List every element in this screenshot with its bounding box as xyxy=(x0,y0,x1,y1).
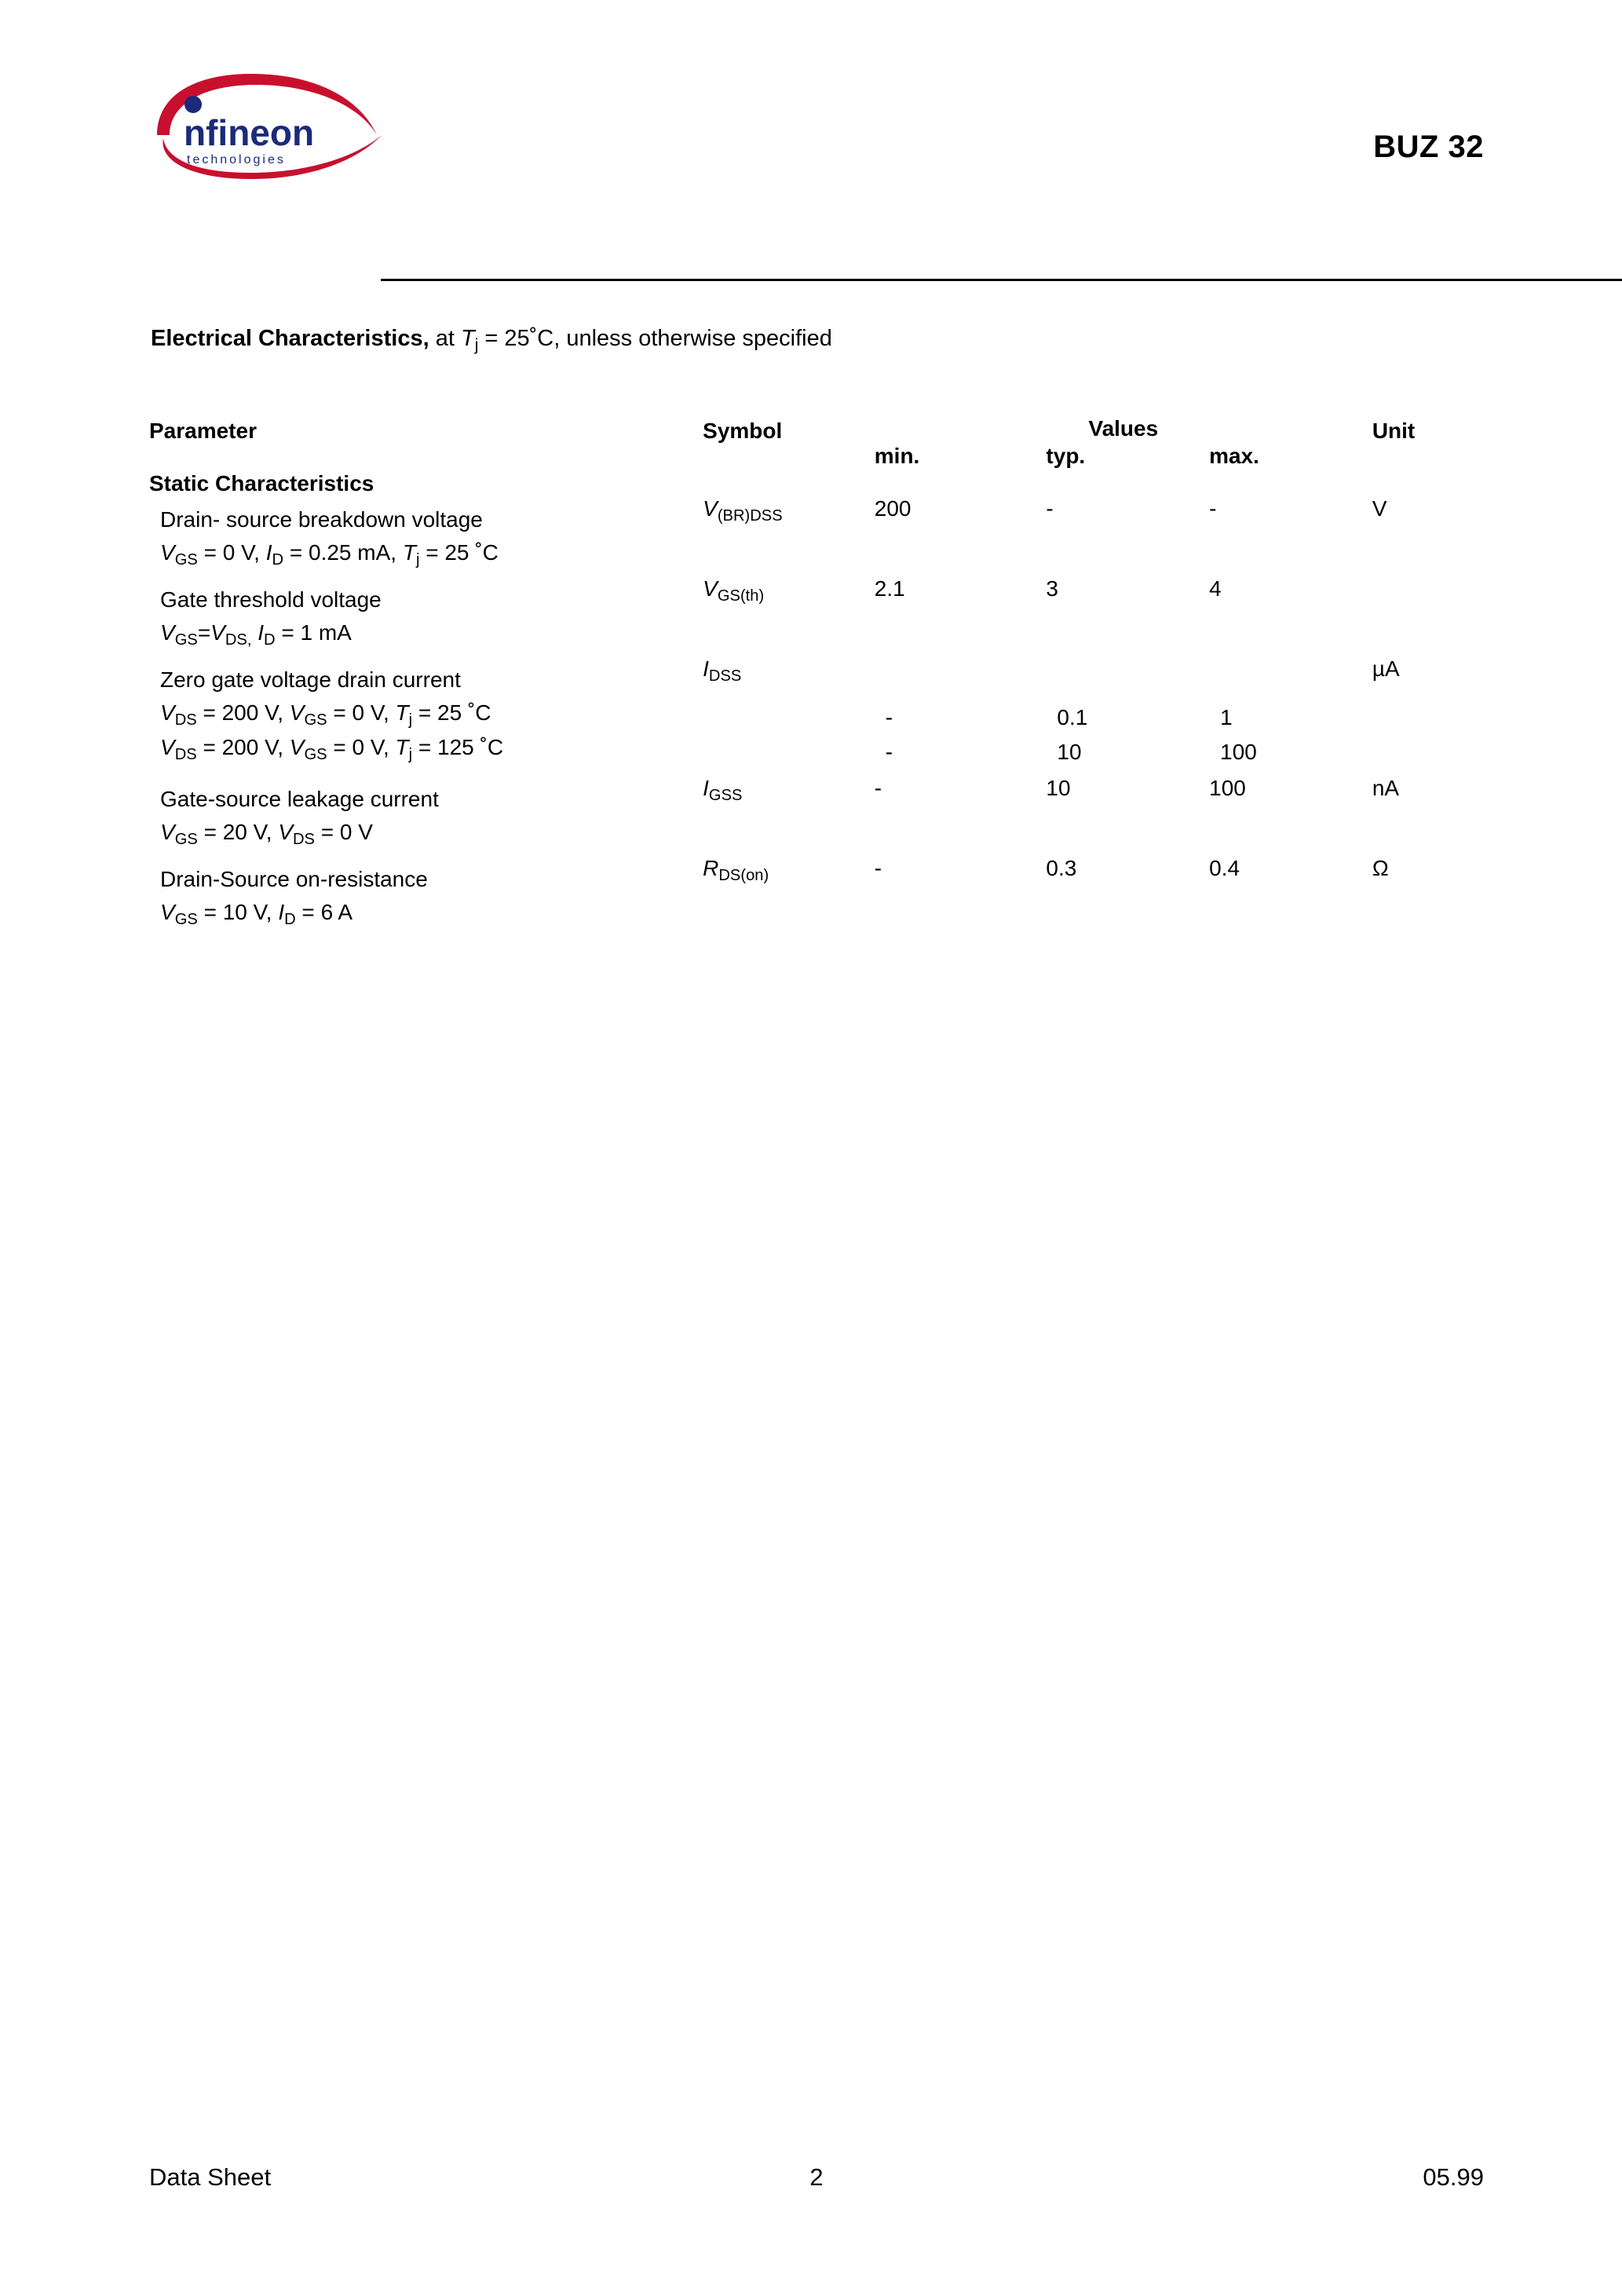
row-symbol xyxy=(703,576,875,656)
cond-var: I xyxy=(278,899,285,924)
row-max: - xyxy=(1209,495,1217,521)
row-typ-a: 0.1 xyxy=(1057,704,1088,729)
cond-var: V xyxy=(160,700,175,725)
cond-sub: D xyxy=(264,631,276,649)
row-typ: 10 xyxy=(1046,775,1071,800)
svg-text:nfineon: nfineon xyxy=(184,112,315,153)
header-symbol: Symbol xyxy=(703,419,783,443)
cond-text: = 0 V xyxy=(315,819,373,844)
row-unit: V xyxy=(1372,495,1387,521)
table-row xyxy=(149,856,1484,936)
symbol-main: V xyxy=(703,576,718,601)
cond-text: = 1 mA xyxy=(275,620,352,645)
row-unit: nA xyxy=(1372,775,1400,800)
header-divider xyxy=(381,279,1622,281)
cond-text: = 10 V, xyxy=(197,899,279,924)
row-parameter-name: Zero gate voltage drain current xyxy=(160,667,461,692)
cond-text: = 125 ˚C xyxy=(412,734,504,759)
row-typ: 0.3 xyxy=(1046,855,1077,880)
cond-var: V xyxy=(210,620,225,645)
row-typ: 3 xyxy=(1046,576,1058,601)
row-parameter-cell xyxy=(149,656,703,776)
cond-sub: j xyxy=(408,745,413,763)
svg-text:technologies: technologies xyxy=(187,153,286,166)
row-max: 4 xyxy=(1209,576,1222,601)
symbol-sub: GS(th) xyxy=(717,587,765,605)
cond-text: = xyxy=(197,620,211,645)
cond-sub: DS xyxy=(174,745,197,763)
row-symbol xyxy=(703,656,875,776)
symbol-main: I xyxy=(703,656,709,681)
cond-sub: GS xyxy=(174,910,198,928)
cond-text: = 0.25 mA, xyxy=(283,539,403,565)
cond-sub: DS xyxy=(293,830,316,848)
cond-sub: DS, xyxy=(225,631,252,649)
header-values: Values xyxy=(1088,416,1159,441)
header-unit: Unit xyxy=(1372,419,1416,443)
cond-text: = 6 A xyxy=(295,899,353,924)
cond-var: V xyxy=(160,819,175,844)
cond-text: = 0 V, xyxy=(197,539,266,565)
cond-var: I xyxy=(265,539,272,565)
row-min: 2.1 xyxy=(874,576,905,601)
cond-text: = 25 ˚C xyxy=(412,700,491,725)
header-typ: typ. xyxy=(1046,444,1086,468)
row-parameter-condition xyxy=(149,537,703,576)
symbol-main: I xyxy=(703,775,709,800)
row-parameter-condition-a xyxy=(149,697,703,730)
cond-text: = 25 ˚C xyxy=(419,539,499,565)
symbol-sub: GSS xyxy=(708,786,743,804)
cond-text: = 200 V, xyxy=(196,700,290,725)
row-symbol xyxy=(703,776,875,856)
symbol-main: R xyxy=(703,855,719,880)
row-max-a: 1 xyxy=(1220,704,1233,729)
row-typ-cell xyxy=(1046,656,1209,776)
table-header-row-1 xyxy=(149,416,1484,441)
symbol-sub: (BR)DSS xyxy=(717,506,783,525)
row-min: - xyxy=(874,775,882,800)
row-parameter-condition xyxy=(149,817,703,856)
cond-var: I xyxy=(258,620,265,645)
row-parameter-cell xyxy=(149,856,703,936)
temp-symbol: T xyxy=(460,326,475,351)
row-parameter-cell xyxy=(149,576,703,656)
section-intro-bold: Electrical Characteristics, xyxy=(151,326,429,351)
cond-var: T xyxy=(402,539,416,565)
row-unit: Ω xyxy=(1372,855,1389,880)
cond-var: V xyxy=(289,734,305,759)
symbol-main: V xyxy=(703,495,718,521)
cond-sub: D xyxy=(272,550,284,569)
temp-symbol-sub: j xyxy=(474,336,479,355)
row-parameter-cell xyxy=(149,776,703,856)
row-min-cell xyxy=(875,656,1047,776)
table-row xyxy=(149,776,1484,856)
row-max: 0.4 xyxy=(1209,855,1240,880)
cond-var: V xyxy=(160,899,175,924)
footer-date: 05.99 xyxy=(1423,2163,1484,2191)
cond-sub: D xyxy=(284,910,296,928)
row-parameter-condition xyxy=(149,617,703,656)
footer-left: Data Sheet xyxy=(149,2163,272,2191)
infineon-logo xyxy=(149,63,432,181)
cond-var: T xyxy=(395,700,409,725)
cond-var: V xyxy=(160,539,175,565)
section-intro xyxy=(151,326,832,355)
table-row xyxy=(149,496,1484,576)
cond-sub: j xyxy=(415,550,420,569)
cond-var: V xyxy=(160,620,175,645)
cond-sub: GS xyxy=(174,550,198,569)
row-typ: - xyxy=(1046,495,1054,521)
cond-sub: GS xyxy=(174,631,198,649)
cond-text: = 0 V, xyxy=(327,734,396,759)
cond-var: V xyxy=(160,734,175,759)
part-number: BUZ 32 xyxy=(1373,130,1484,164)
row-min-a: - xyxy=(885,704,893,729)
row-max: 100 xyxy=(1209,775,1246,800)
header-min: min. xyxy=(874,444,920,468)
table-row xyxy=(149,656,1484,776)
footer-page-number: 2 xyxy=(809,2163,824,2191)
row-max-b: 100 xyxy=(1220,739,1257,764)
cond-text: = 20 V, xyxy=(197,819,279,844)
row-parameter-name: Gate-source leakage current xyxy=(160,786,439,811)
section-intro-rest-1: at xyxy=(429,326,461,351)
row-parameter-condition xyxy=(149,897,703,936)
row-typ-b: 10 xyxy=(1057,739,1082,764)
cond-text: = 0 V, xyxy=(327,700,396,725)
row-unit: µA xyxy=(1372,656,1400,681)
cond-var: T xyxy=(395,734,409,759)
row-min: 200 xyxy=(874,495,911,521)
row-parameter-name: Gate threshold voltage xyxy=(160,587,382,612)
cond-sub: j xyxy=(408,711,413,729)
electrical-characteristics-table xyxy=(149,416,1484,936)
row-parameter-cell xyxy=(149,496,703,576)
section-intro-rest-2: = 25˚C, unless otherwise specified xyxy=(478,326,832,351)
cond-sub: GS xyxy=(304,745,327,763)
row-parameter-condition-b xyxy=(149,730,703,771)
section-static-characteristics: Static Characteristics xyxy=(149,470,374,495)
row-parameter-name: Drain-Source on-resistance xyxy=(160,866,428,891)
row-max-cell xyxy=(1209,656,1372,776)
page-header xyxy=(149,55,1484,212)
header-parameter: Parameter xyxy=(149,419,257,443)
header-max: max. xyxy=(1209,444,1259,468)
row-symbol xyxy=(703,496,875,576)
cond-text: = 200 V, xyxy=(196,734,290,759)
cond-var: V xyxy=(278,819,293,844)
table-section-row xyxy=(149,471,1484,496)
cond-sub: GS xyxy=(304,711,327,729)
row-min-b: - xyxy=(885,739,893,764)
cond-var: V xyxy=(289,700,305,725)
row-parameter-name: Drain- source breakdown voltage xyxy=(160,506,483,532)
symbol-sub: DSS xyxy=(708,667,742,685)
symbol-sub: DS(on) xyxy=(718,866,769,884)
cond-sub: DS xyxy=(174,711,197,729)
row-symbol xyxy=(703,856,875,936)
cond-sub: GS xyxy=(174,830,198,848)
row-min: - xyxy=(874,855,882,880)
table-row xyxy=(149,576,1484,656)
